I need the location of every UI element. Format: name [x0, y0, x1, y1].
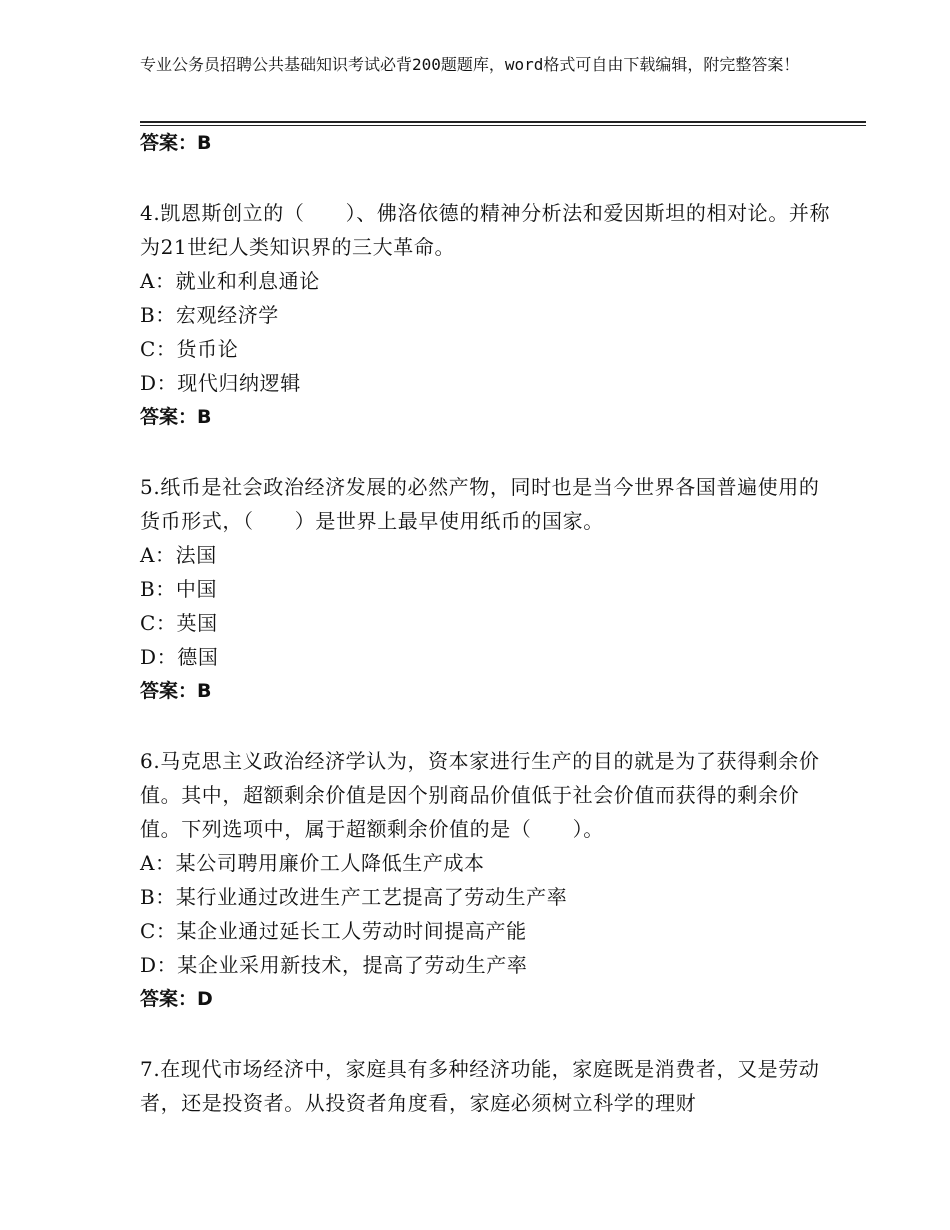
answer-line: 答案：B: [140, 132, 212, 154]
question-stem: 4.凯恩斯创立的（ ）、佛洛依德的精神分析法和爱因斯坦的相对论。并称为21世纪人类知识界的三大革命。: [140, 201, 831, 259]
option-a: A：某公司聘用廉价工人降低生产成本: [140, 851, 485, 875]
question-gap: [140, 160, 840, 196]
question-stem: 6.马克思主义政治经济学认为，资本家进行生产的目的就是为了获得剩余价值。其中，超额剩余价值是因个别商品价值低于社会价值而获得的剩余价值。下列选项中，属于超额剩余价值的是（ ）。: [140, 749, 820, 841]
option-a: A：就业和利息通论: [140, 269, 320, 293]
page-header: [140, 52, 830, 78]
question-gap: [140, 434, 840, 470]
option-d: D：某企业采用新技术，提高了劳动生产率: [140, 953, 528, 977]
question-content: [140, 126, 840, 1120]
question-item: [140, 470, 840, 708]
option-c: C：货币论: [140, 337, 239, 361]
header-rule-thick: [140, 121, 866, 123]
question-gap: [140, 1016, 840, 1052]
option-b: B：宏观经济学: [140, 303, 279, 327]
option-d: D：现代归纳逻辑: [140, 371, 301, 395]
answer-line: 答案：B: [140, 406, 212, 428]
answer-line: 答案：B: [140, 680, 212, 702]
question-item: [140, 1052, 840, 1120]
option-d: D：德国: [140, 645, 219, 669]
question-stem: 7.在现代市场经济中，家庭具有多种经济功能，家庭既是消费者，又是劳动者，还是投资者。从投资者角度看，家庭必须树立科学的理财: [140, 1057, 820, 1115]
question-item: [140, 744, 840, 1016]
answer-line: 答案：D: [140, 988, 213, 1010]
option-c: C：某企业通过延长工人劳动时间提高产能: [140, 919, 527, 943]
option-b: B：中国: [140, 577, 218, 601]
question-stem: 5.纸币是社会政治经济发展的必然产物，同时也是当今世界各国普遍使用的货币形式，（ ）是世界上最早使用纸币的国家。: [140, 475, 820, 533]
question-gap: [140, 708, 840, 744]
option-a: A：法国: [140, 543, 217, 567]
option-c: C：英国: [140, 611, 218, 635]
header-text: 专业公务员招聘公共基础知识考试必背200题题库，word格式可自由下载编辑，附完整答案！: [140, 55, 800, 74]
option-b: B：某行业通过改进生产工艺提高了劳动生产率: [140, 885, 568, 909]
question-item: [140, 196, 840, 434]
